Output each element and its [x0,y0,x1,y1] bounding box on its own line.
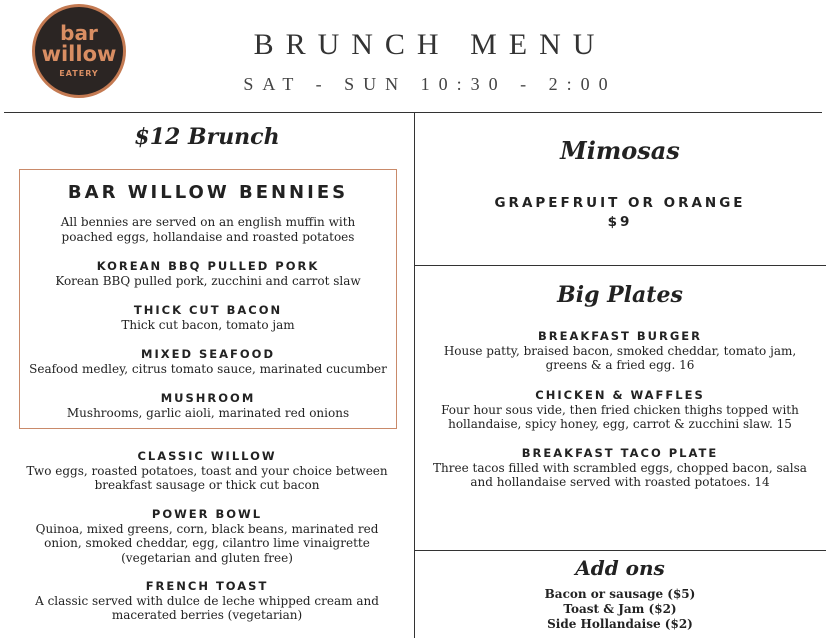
menu-item-desc-line: macerated berries (vegetarian) [111,608,303,622]
benny-name: MUSHROOM [160,391,256,405]
mimosas-heading: Mimosas [560,136,680,165]
big-plates-divider [414,550,826,551]
menu-item-name: BREAKFAST TACO PLATE [521,446,719,460]
menu-item-name: CLASSIC WILLOW [137,449,277,463]
addon-item: Side Hollandaise ($2) [547,617,693,631]
breakfast-burger [414,329,826,373]
menu-item-name: POWER BOWL [151,507,263,521]
benny-desc: Seafood medley, citrus tomato sauce, marinated cucumber [29,361,387,376]
addon-item: Toast & Jam ($2) [563,602,677,616]
menu-item-desc-line: A classic served with dulce de leche whipped cream and [35,593,379,608]
menu-item-desc-line: breakfast sausage or thick cut bacon [94,478,320,492]
logo-line-eatery: EATERY [59,69,99,78]
breakfast-taco-plate [414,446,826,490]
big-plates-heading: Big Plates [557,282,683,308]
benny-korean-bbq [19,259,397,288]
menu-item-desc-line: Quinoa, mixed greens, corn, black beans, marinated red [35,521,379,536]
menu-hours: SAT - SUN 10:30 - 2:00 [243,74,617,94]
bennies-desc-line1: All bennies are served on an english muffin with [60,215,356,229]
menu-title: BRUNCH MENU [253,28,607,61]
menu-item-name: BREAKFAST BURGER [538,329,702,343]
benny-mixed-seafood [19,347,397,376]
benny-desc: Thick cut bacon, tomato jam [121,317,295,332]
benny-thick-cut-bacon [19,303,397,332]
menu-item-desc-line: Four hour sous vide, then fried chicken thighs topped with [441,402,799,417]
chicken-and-waffles [414,388,826,432]
benny-name: MIXED SEAFOOD [141,347,275,361]
benny-desc: Mushrooms, garlic aioli, marinated red onions [66,405,350,420]
logo-line-bar: bar [60,21,98,45]
french-toast [4,579,410,623]
classic-willow [4,449,410,493]
menu-item-desc-line: Three tacos filled with scrambled eggs, chopped bacon, salsa [433,460,807,475]
mimosas-flavors: GRAPEFRUIT OR ORANGE [494,195,746,211]
mimosas-price: $9 [607,214,633,230]
menu-item-name: CHICKEN & WAFFLES [535,388,705,402]
header-divider [4,112,822,113]
bar-willow-logo [32,4,126,98]
mimosas-details [414,194,826,232]
bennies-box [19,169,397,429]
brunch-heading: $12 Brunch [134,124,280,150]
menu-item-desc-line: onion, smoked cheddar, egg, cilantro lime vinaigrette [44,536,370,550]
addon-item: Bacon or sausage ($5) [544,587,696,601]
benny-name: KOREAN BBQ PULLED PORK [96,259,320,273]
benny-name: THICK CUT BACON [133,303,283,317]
logo-line-willow: willow [41,42,117,66]
menu-item-desc-line: hollandaise, spicy honey, egg, carrot & zucchini slaw. 15 [448,417,792,431]
menu-item-desc-line: greens & a fried egg. 16 [545,358,695,372]
menu-item-name: FRENCH TOAST [145,579,269,593]
power-bowl [4,507,410,565]
mimosas-divider [414,265,826,266]
bennies-desc-line2: poached eggs, hollandaise and roasted potatoes [61,230,355,244]
menu-item-desc-line: House patty, braised bacon, smoked cheddar, tomato jam, [443,343,797,358]
bennies-title: BAR WILLOW BENNIES [67,182,349,203]
benny-mushroom [19,391,397,420]
addons-heading: Add ons [575,556,665,580]
menu-item-desc-line: Two eggs, roasted potatoes, toast and your choice between [26,463,388,478]
bennies-description [30,215,386,245]
benny-desc: Korean BBQ pulled pork, zucchini and carrot slaw [55,273,361,288]
menu-item-desc-line: (vegetarian and gluten free) [121,550,293,565]
menu-item-desc-line: and hollandaise served with roasted potatoes. 14 [470,475,770,489]
